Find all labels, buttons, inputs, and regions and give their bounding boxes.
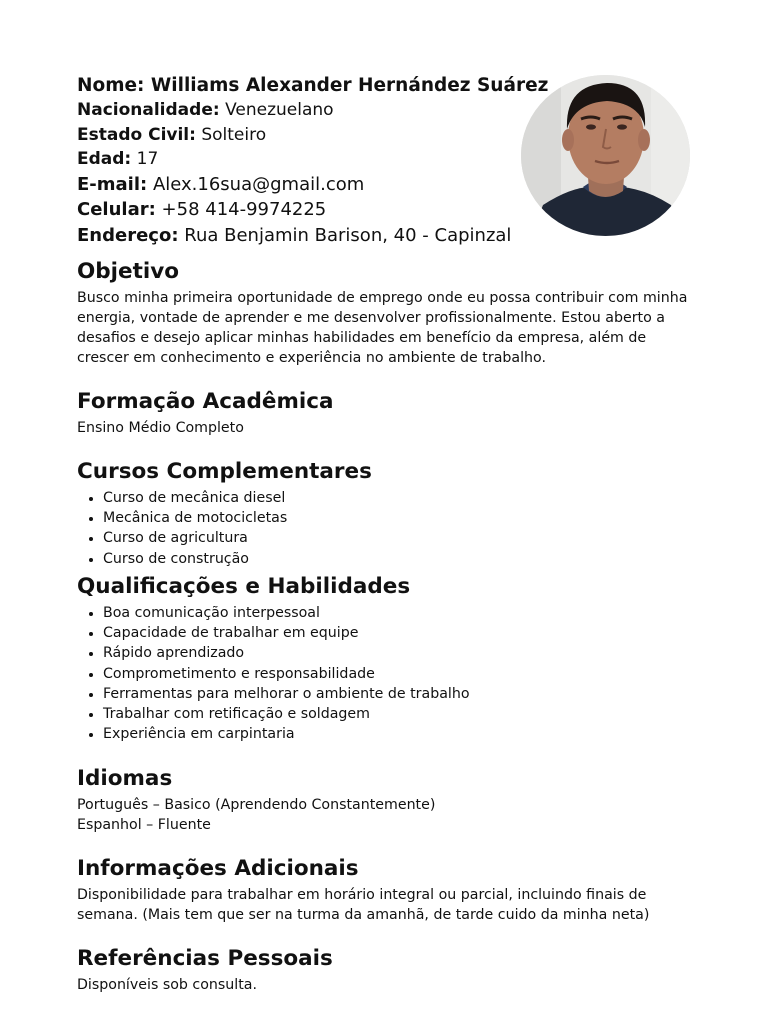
objective-section (77, 258, 697, 368)
nationality-line (77, 98, 527, 123)
references-section (77, 945, 697, 995)
phone-label: Celular: (77, 199, 156, 220)
list-item: • Curso de mecânica diesel (103, 488, 697, 508)
personal-info (77, 73, 549, 248)
additional-info-section (77, 855, 697, 925)
age-value: 17 (136, 149, 159, 169)
age-line (77, 147, 527, 172)
courses-heading: Cursos Complementares (77, 459, 372, 484)
languages-heading: Idiomas (77, 766, 173, 791)
list-item: • Curso de agricultura (103, 528, 697, 548)
courses-list (77, 488, 697, 569)
references-text: Disponíveis sob consulta. (77, 977, 257, 993)
name-label: Nome: (77, 75, 145, 96)
civil-status-value: Solteiro (201, 124, 267, 145)
languages-section (77, 765, 697, 835)
additional-info-heading: Informações Adicionais (77, 856, 359, 881)
list-item: • Trabalhar com retificação e soldagem (103, 704, 697, 724)
courses-section (77, 458, 697, 569)
list-item: • Ferramentas para melhorar o ambiente de trabalho (103, 684, 697, 704)
name-line (77, 73, 549, 98)
address-label: Endereço: (77, 224, 179, 246)
objective-text: Busco minha primeira oportunidade de emprego onde eu possa contribuir com minha energia, vontade de aprender e me desenvolver profissionalmente. Estou aberto a desafios e desejo aplicar minhas habilidades em benefício da empresa, além de crescer em conhecimento e experiência no ambiente de trabalho. (77, 290, 688, 366)
additional-info-text: Disponibilidade para trabalhar em horário integral ou parcial, incluindo finais de semana. (Mais tem que ser na turma da amanhã, de tarde cuido da minha neta) (77, 887, 650, 923)
education-section (77, 388, 697, 438)
language-line: Português – Basico (Aprendendo Constantemente) (77, 797, 436, 813)
language-line: Espanhol – Fluente (77, 817, 211, 833)
profile-photo (521, 75, 690, 236)
civil-status-line (77, 123, 527, 148)
phone-value: +58 414-9974225 (161, 199, 327, 220)
nationality-value: Venezuelano (225, 100, 334, 120)
age-label: Edad: (77, 149, 132, 169)
address-value: Rua Benjamin Barison, 40 - Capinzal (184, 224, 512, 246)
email-value[interactable]: Alex.16sua@gmail.com (152, 173, 365, 195)
list-item: • Comprometimento e responsabilidade (103, 664, 697, 684)
list-item: • Curso de construção (103, 549, 697, 569)
list-item: • Boa comunicação interpessoal (103, 603, 697, 623)
objective-heading: Objetivo (77, 259, 180, 284)
education-heading: Formação Acadêmica (77, 389, 334, 414)
references-heading: Referências Pessoais (77, 946, 333, 971)
list-item: • Rápido aprendizado (103, 643, 697, 663)
email-line (77, 172, 527, 198)
skills-heading: Qualificações e Habilidades (77, 574, 411, 599)
profile-photo-image (521, 75, 690, 236)
email-label: E-mail: (77, 173, 148, 195)
name-value: Williams Alexander Hernández Suárez (150, 75, 549, 96)
skills-list (77, 603, 697, 744)
civil-status-label: Estado Civil: (77, 124, 196, 145)
education-text: Ensino Médio Completo (77, 420, 244, 436)
phone-line (77, 197, 527, 223)
nationality-label: Nacionalidade: (77, 100, 220, 120)
skills-section (77, 573, 697, 744)
list-item: • Mecânica de motocicletas (103, 508, 697, 528)
address-line (77, 223, 527, 249)
list-item: • Capacidade de trabalhar em equipe (103, 623, 697, 643)
list-item: • Experiência em carpintaria (103, 724, 697, 744)
